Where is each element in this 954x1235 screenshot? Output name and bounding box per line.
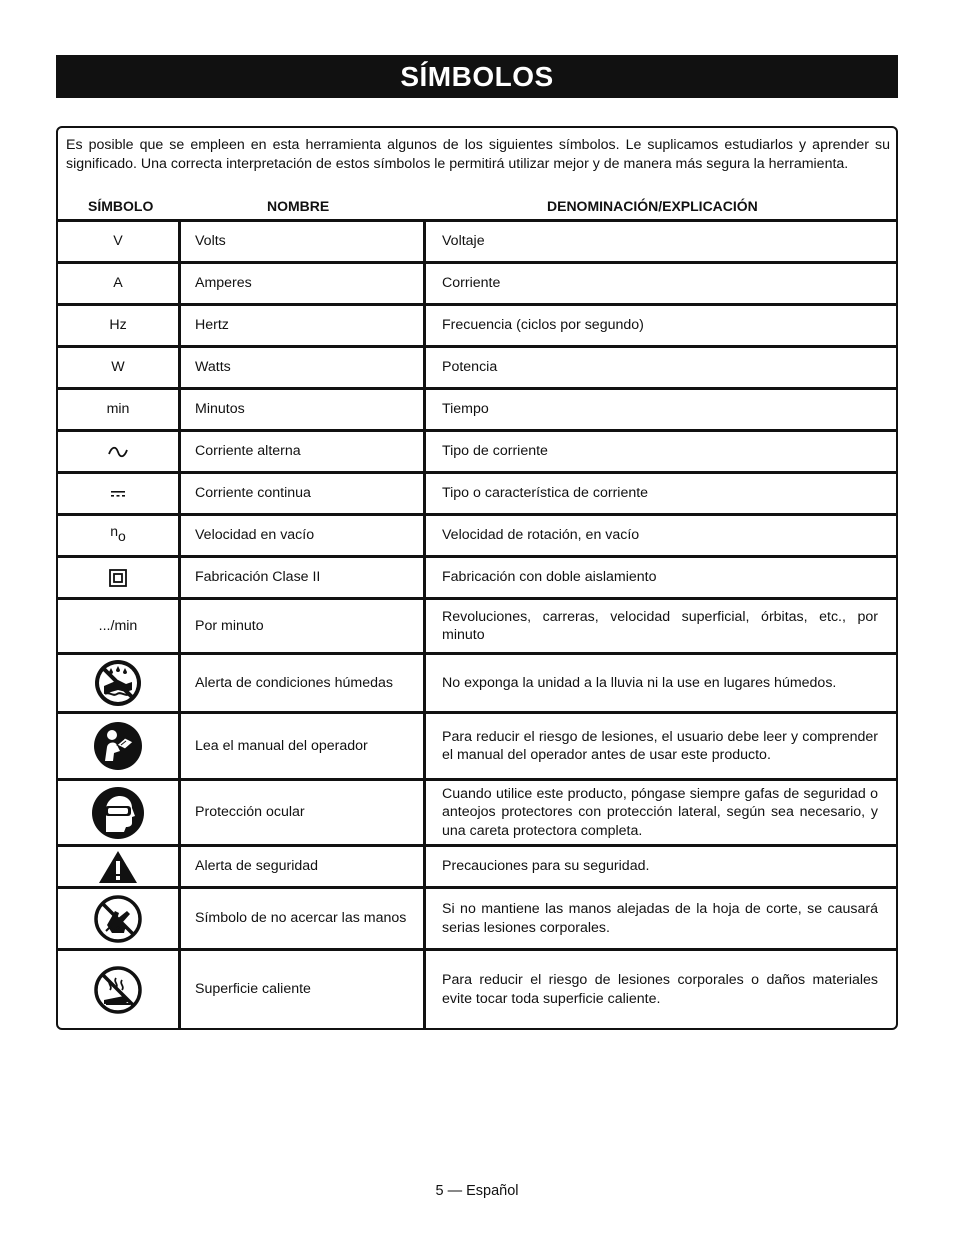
table-row xyxy=(58,652,896,711)
desc-cell: Precauciones para su seguridad. xyxy=(442,858,650,875)
table-row xyxy=(58,597,896,652)
symbol-cell xyxy=(58,474,178,513)
desc-cell: Corriente xyxy=(442,275,501,292)
symbol-cell xyxy=(58,847,178,886)
desc-cell: Cuando utilice este producto, póngase siempre gafas de seguridad o anteojos protectores con protección lateral, según sea necesario, y una careta protectora completa. xyxy=(442,785,878,839)
name-cell: Corriente alterna xyxy=(195,443,301,460)
name-cell: Hertz xyxy=(195,317,229,334)
name-cell: Símbolo de no acercar las manos xyxy=(195,910,407,927)
name-cell: Minutos xyxy=(195,401,245,418)
name-cell: Lea el manual del operador xyxy=(195,737,368,754)
table-row xyxy=(58,555,896,597)
no-load-speed-icon: no xyxy=(110,523,126,545)
name-cell: Superficie caliente xyxy=(195,981,311,998)
table-row xyxy=(58,844,896,886)
symbol-cell xyxy=(58,951,178,1028)
alternating-current-icon xyxy=(107,445,129,459)
table-row xyxy=(58,219,896,261)
table-header xyxy=(58,198,896,216)
table-row xyxy=(58,303,896,345)
header-symbol: SÍMBOLO xyxy=(88,198,154,214)
direct-current-icon xyxy=(110,490,126,498)
name-cell: Volts xyxy=(195,233,226,250)
symbol-cell xyxy=(58,781,178,844)
class-ii-construction-icon xyxy=(109,569,127,587)
symbol-cell: .../min xyxy=(98,617,138,634)
desc-cell: Tipo de corriente xyxy=(442,443,548,460)
intro-paragraph: Es posible que se empleen en esta herramienta algunos de los siguientes símbolos. Le suplicamos estudiarlos y aprender su significado. Una correcta interpretación de estos símbolos le permitirá utilizar mejor y de manera más segura la herramienta. xyxy=(66,137,890,172)
table-row xyxy=(58,513,896,555)
desc-cell: Tiempo xyxy=(442,401,489,418)
name-cell: Protección ocular xyxy=(195,804,305,821)
name-cell: Alerta de condiciones húmedas xyxy=(195,674,393,691)
desc-cell: Frecuencia (ciclos por segundo) xyxy=(442,317,644,334)
column-divider xyxy=(423,219,426,1028)
desc-cell: Tipo o característica de corriente xyxy=(442,485,649,502)
symbol-cell xyxy=(58,889,178,948)
symbol-cell xyxy=(58,655,178,711)
table-row xyxy=(58,261,896,303)
keep-hands-away-icon xyxy=(94,895,142,943)
name-cell: Por minuto xyxy=(195,617,264,634)
name-cell: Fabricación Clase II xyxy=(195,569,321,586)
symbol-cell: V xyxy=(113,233,123,250)
desc-cell: Para reducir el riesgo de lesiones corporales o daños materiales evite tocar toda superficie caliente. xyxy=(442,972,878,1007)
table-row xyxy=(58,886,896,948)
name-cell: Amperes xyxy=(195,275,252,292)
name-cell: Corriente continua xyxy=(195,485,311,502)
symbol-cell: min xyxy=(106,401,130,418)
name-cell: Watts xyxy=(195,359,231,376)
table-row xyxy=(58,471,896,513)
page-title: SÍMBOLOS xyxy=(56,55,898,98)
desc-cell: Fabricación con doble aislamiento xyxy=(442,569,657,586)
table-row xyxy=(58,711,896,778)
table-row xyxy=(58,429,896,471)
symbol-cell xyxy=(58,516,178,555)
table-row xyxy=(58,948,896,1028)
read-manual-icon xyxy=(93,721,143,771)
header-name: NOMBRE xyxy=(267,198,330,214)
desc-cell: Potencia xyxy=(442,359,498,376)
symbol-cell: Hz xyxy=(109,317,127,334)
desc-cell: Si no mantiene las manos alejadas de la hoja de corte, se causará serias lesiones corporales. xyxy=(442,901,878,936)
eye-protection-icon xyxy=(91,786,145,840)
name-cell: Velocidad en vacío xyxy=(195,527,315,544)
desc-cell: Para reducir el riesgo de lesiones, el usuario debe leer y comprender el manual del operador antes de usar este producto. xyxy=(442,728,878,763)
desc-cell: Revoluciones, carreras, velocidad superficial, órbitas, etc., por minuto xyxy=(442,608,878,643)
symbol-cell: W xyxy=(111,359,125,376)
desc-cell: Velocidad de rotación, en vacío xyxy=(442,527,640,544)
symbol-cell xyxy=(58,558,178,597)
column-divider xyxy=(178,219,181,1028)
symbols-table-box xyxy=(56,126,898,1030)
symbol-cell xyxy=(58,714,178,778)
table-row xyxy=(58,387,896,429)
name-cell: Alerta de seguridad xyxy=(195,858,319,875)
hot-surface-icon xyxy=(94,966,142,1014)
table-row xyxy=(58,778,896,844)
symbol-cell: A xyxy=(113,275,123,292)
desc-cell: Voltaje xyxy=(442,233,485,250)
wet-conditions-alert-icon xyxy=(93,658,143,708)
table-row xyxy=(58,345,896,387)
safety-alert-icon xyxy=(98,850,138,884)
page-footer: 5 — Español xyxy=(435,1183,519,1199)
header-desc: DENOMINACIÓN/EXPLICACIÓN xyxy=(547,198,758,214)
desc-cell: No exponga la unidad a la lluvia ni la use en lugares húmedos. xyxy=(442,674,837,691)
symbol-cell xyxy=(58,432,178,471)
